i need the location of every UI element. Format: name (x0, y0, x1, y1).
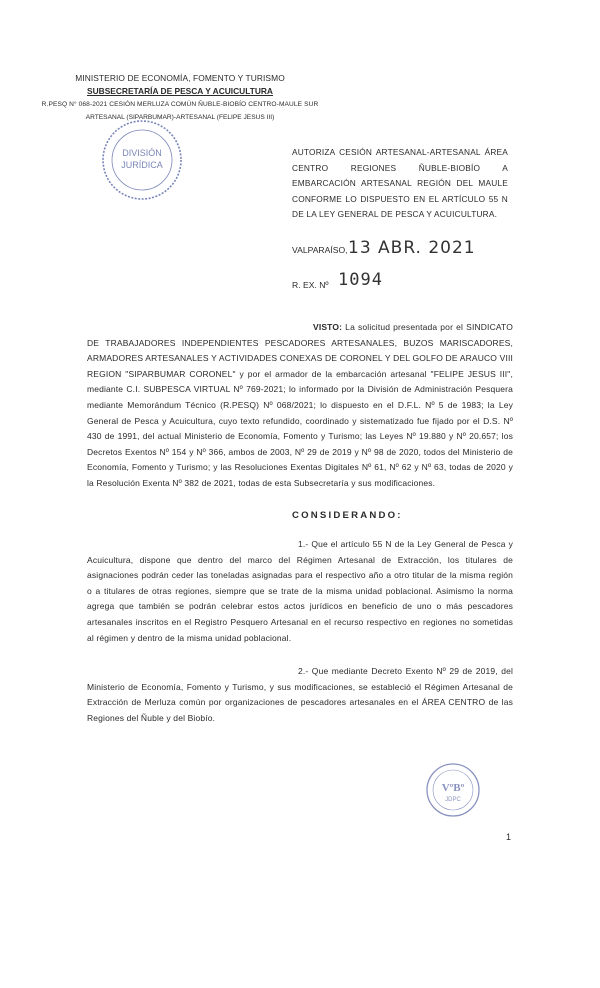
vobo-text: VºBº (441, 782, 465, 794)
visto-paragraph (87, 320, 513, 492)
vobo-sub: JDPC (445, 797, 461, 803)
considerando-2: 2.- Que mediante Decreto Exento Nº 29 de 2019, del Ministerio de Economía, Fomento y Turismo, y sus modificaciones, se estableció el Régimen Artesanal de Extracción de Merluza común por organizaciones de pescadores artesanales en el ÁREA CENTRO de las Regiones del Ñuble y del Biobío. (87, 666, 513, 723)
reference-line-2: ARTESANAL (SIPARBUMAR)-ARTESANAL (FELIPE JESUS III) (85, 114, 275, 121)
division-juridica-stamp (100, 118, 184, 202)
date-stamp: 13 ABR. 2021 (348, 238, 476, 258)
resolution-label: R. EX. Nº (292, 280, 329, 290)
vobo-stamp (424, 761, 482, 819)
resolution-number: 1094 (338, 270, 383, 290)
ministry-line: MINISTERIO DE ECONOMÍA, FOMENTO Y TURISMO (75, 73, 285, 83)
letterhead (40, 72, 320, 124)
page-number: 1 (506, 832, 512, 842)
visto-label: VISTO: (313, 322, 343, 332)
stamp-top-text: DIVISIÓN (122, 148, 162, 158)
stamp-bottom-text: JURÍDICA (121, 160, 163, 170)
place-label: VALPARAÍSO, (292, 245, 348, 255)
considerando-1: 1.- Que el artículo 55 N de la Ley General de Pesca y Acuicultura, dispone que dentro del marco del Régimen Artesanal de Extracción, los titulares de asignaciones podrán ceder las toneladas asignadas para el respectivo año a otro titular de la misma región o a titulares de otras regiones, siempre que se trate de la misma unidad poblacional. Asimismo la norma agrega que también se podrán celebrar estos actos jurídicos en beneficio de uno o más pescadores artesanales inscritos en el Registro Pesquero Artesanal en el recurso respectivo en regiones no sometidas al régimen y dentro de la misma unidad poblacional. (87, 539, 513, 643)
visto-text: La solicitud presentada por el SINDICATO DE TRABAJADORES INDEPENDIENTES PESCADORES ARTESANALES, BUZOS MARISCADORES, ARMADORES ARTESANALES Y ACTIVIDADES CONEXAS DE CORONEL Y DEL GOLFO DE ARAUCO VIII REGION "SIPARBUMAR CORONEL" y por el armador de la embarcación artesanal "FELIPE JESUS III", mediante C.I. SUBPESCA VIRTUAL Nº 769-2021; lo informado por la División de Administración Pesquera mediante Memorándum Técnico (R.PESQ) Nº 068/2021; lo dispuesto en el D.F.L. Nº 5 de 1983; la Ley General de Pesca y Acuicultura, cuyo texto refundido, coordinado y sistematizado fue fijado por el D.S. Nº 430 de 1991, del actual Ministerio de Economía, Fomento y Turismo; las Leyes Nº 19.880 y Nº 20.657; los Decretos Exentos Nº 154 y Nº 366, ambos de 2003, Nº 29 de 2019 y Nº 98 de 2020, todos del Ministerio de Economía, Fomento y Turismo; y las Resoluciones Exentas Digitales Nº 61, Nº 62 y Nº 63, todas de 2020 y la Resolución Exenta Nº 382 de 2021, todas de esta Subsecretaría y sus modificaciones. (87, 322, 513, 488)
reference-line: R.PESQ N° 068-2021 CESIÓN MERLUZA COMÚN ÑUBLE-BIOBÍO CENTRO-MAULE SUR (41, 101, 319, 108)
subsecretaria-line: SUBSECRETARÍA DE PESCA Y ACUICULTURA (87, 86, 273, 96)
considerando-heading: CONSIDERANDO: (292, 510, 403, 521)
resolution-summary: AUTORIZA CESIÓN ARTESANAL-ARTESANAL ÁREA CENTRO REGIONES ÑUBLE-BIOBÍO A EMBARCACIÓN ARTESANAL REGIÓN DEL MAULE CONFORME LO DISPUESTO EN EL ARTÍCULO 55 N DE LA LEY GENERAL DE PESCA Y ACUICULTURA. (292, 147, 508, 220)
